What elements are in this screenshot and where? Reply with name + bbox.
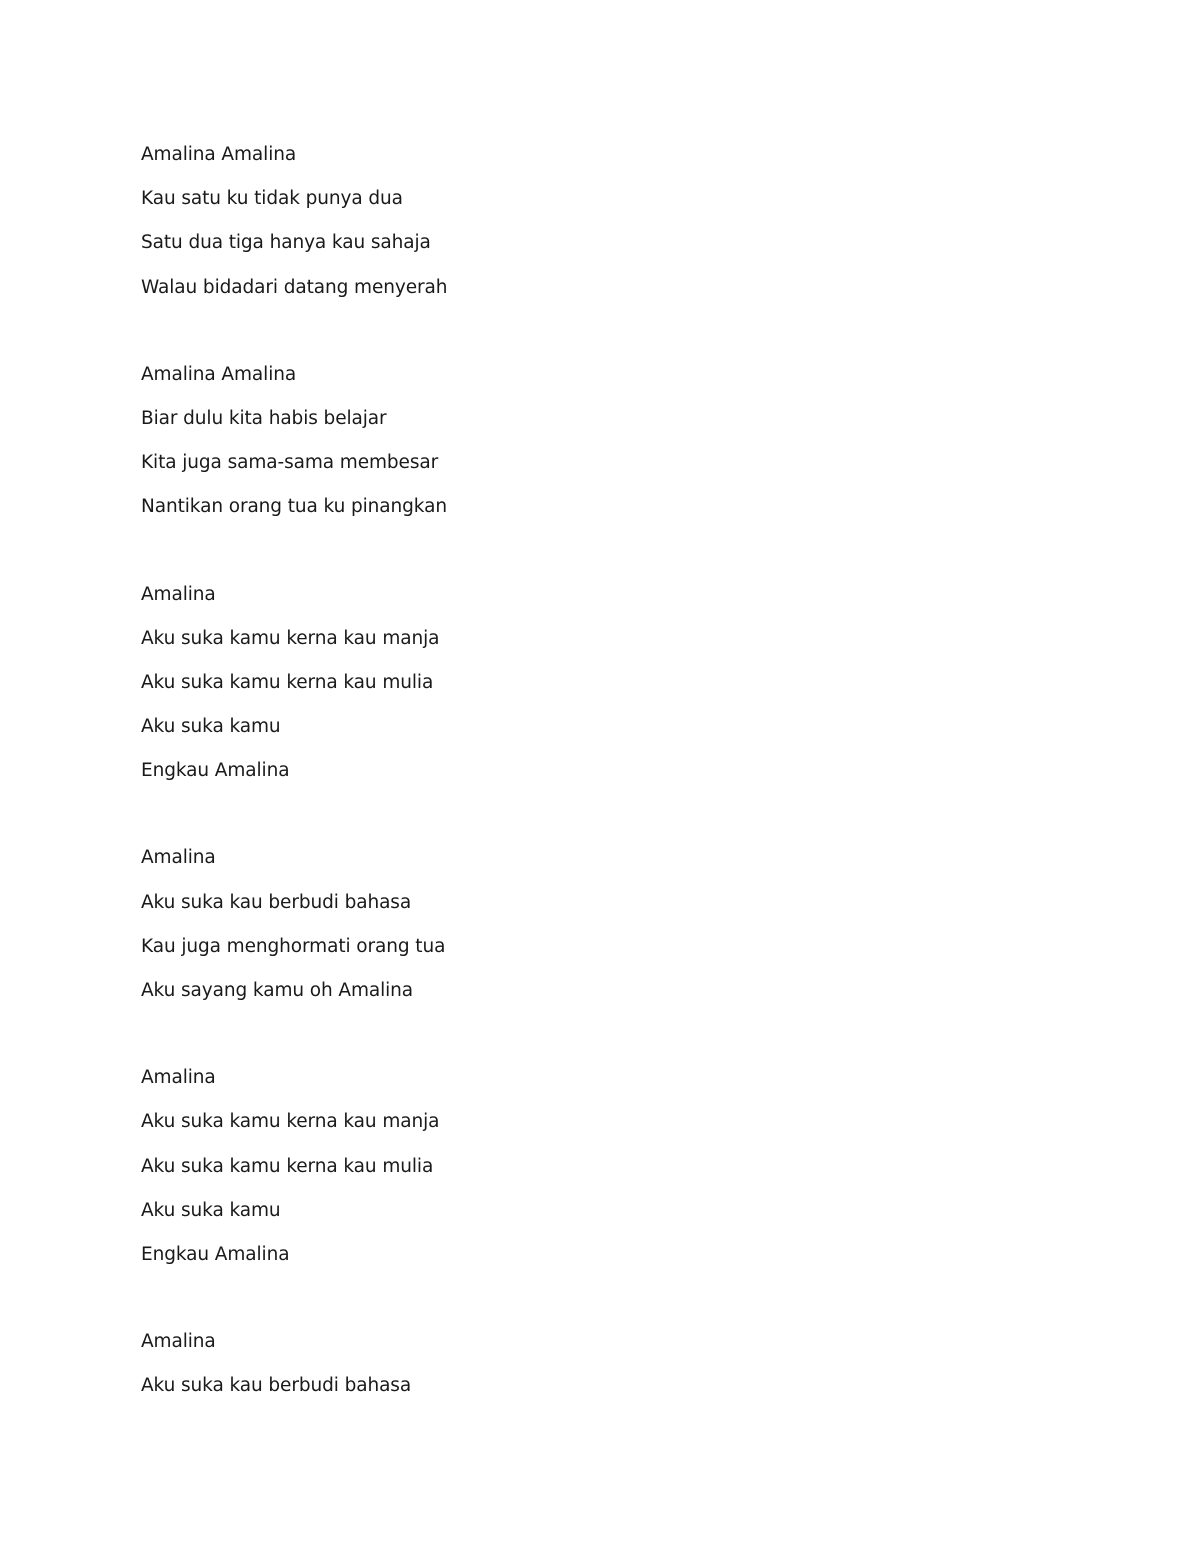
lyric-line: Kau satu ku tidak punya dua <box>141 188 403 210</box>
stanza <box>141 581 1041 802</box>
lyric-line: Aku suka kau berbudi bahasa <box>141 1375 412 1397</box>
lyric-line: Nantikan orang tua ku pinangkan <box>141 496 447 518</box>
lyric-line: Aku suka kamu kerna kau manja <box>141 627 440 649</box>
lyric-line: Engkau Amalina <box>141 760 290 782</box>
lyric-line: Kita juga sama-sama membesar <box>141 452 439 474</box>
lyric-line: Amalina <box>141 847 216 869</box>
lyric-line: Aku suka kamu kerna kau mulia <box>141 1155 434 1177</box>
lyric-line: Amalina <box>141 1067 216 1089</box>
lyric-line: Aku suka kamu kerna kau mulia <box>141 671 434 693</box>
lyric-line: Satu dua tiga hanya kau sahaja <box>141 232 431 254</box>
lyric-line: Engkau Amalina <box>141 1243 290 1265</box>
lyric-line: Kau juga menghormati orang tua <box>141 935 446 957</box>
lyric-line: Walau bidadari datang menyerah <box>141 276 448 298</box>
lyric-line: Aku suka kamu <box>141 716 281 738</box>
lyric-line: Amalina Amalina <box>141 363 297 385</box>
lyric-line: Biar dulu kita habis belajar <box>141 407 387 429</box>
lyric-line: Amalina <box>141 583 216 605</box>
lyric-line: Aku suka kamu kerna kau manja <box>141 1111 440 1133</box>
stanza <box>141 141 1041 318</box>
lyric-line: Aku suka kamu <box>141 1199 281 1221</box>
lyric-line: Aku suka kau berbudi bahasa <box>141 891 412 913</box>
lyrics-body <box>141 141 1041 1460</box>
stanza <box>141 1328 1041 1416</box>
stanza <box>141 1064 1041 1285</box>
lyric-line: Amalina <box>141 1331 216 1353</box>
stanza <box>141 844 1041 1021</box>
lyric-line: Aku sayang kamu oh Amalina <box>141 980 414 1001</box>
stanza <box>141 361 1041 538</box>
lyric-line: Amalina Amalina <box>141 144 297 165</box>
